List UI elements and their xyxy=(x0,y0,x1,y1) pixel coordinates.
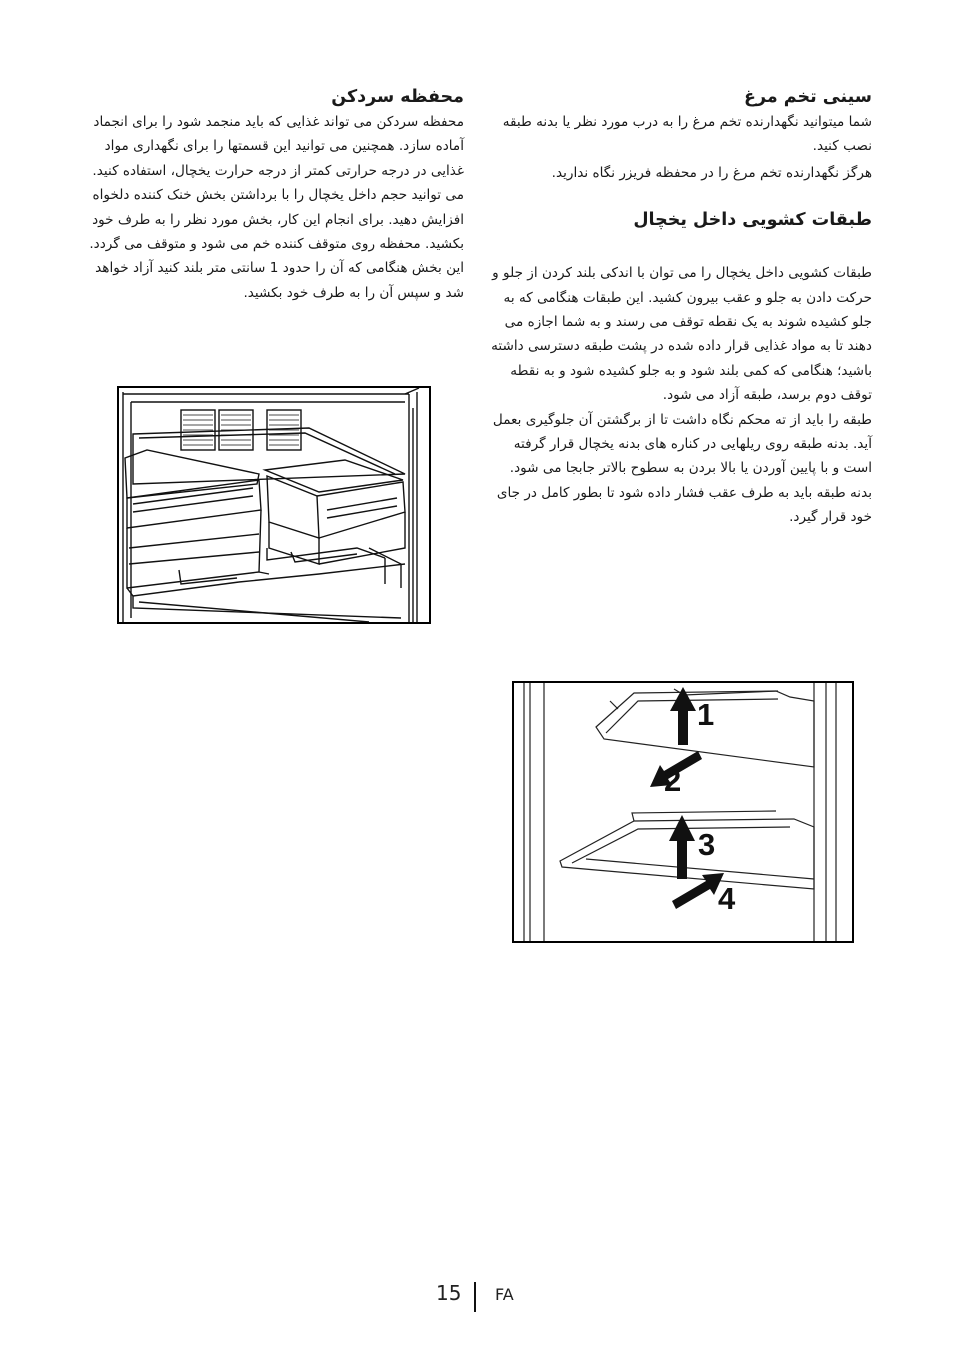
footer-divider xyxy=(474,1282,476,1312)
step-2-label: 2 xyxy=(664,763,682,798)
egg-tray-paragraph-1: شما میتوانید نگهدارنده تخم مرغ را به درب مورد نظر یا بدنه طبقه نصب کنید. xyxy=(502,114,872,155)
egg-tray-heading: سینی تخم مرغ xyxy=(744,87,872,107)
language-code: FA xyxy=(495,1285,514,1304)
sliding-shelf-steps-illustration xyxy=(512,681,854,943)
left-column xyxy=(82,84,464,305)
egg-tray-paragraph-2: هرگز نگهدارنده تخم مرغ را در محفظه فریزر نگاه ندارید. xyxy=(551,164,872,181)
page-number: 15 xyxy=(436,1281,462,1305)
step-3-label: 3 xyxy=(698,827,716,862)
step-1-label: 1 xyxy=(697,697,715,732)
step-4-label: 4 xyxy=(718,881,736,916)
chiller-paragraph-1: محفظه سردکن می تواند غذایی که باید منجمد شود را برای انجماد آماده سازد. همچنین می توانید این قسمتها را برای نگهداری مواد غذایی در درجه حرارتی کمتر از درجه حرارت یخچال، استفاده کنید. xyxy=(92,114,464,179)
chiller-drawer-illustration xyxy=(117,386,431,624)
chiller-paragraph-2: می توانید حجم داخل یخچال را با برداشتن بخش خنک کننده دلخواه افزایش دهید. برای انجام این کار، بخش مورد نظر را به طرف خود بکشید. محفظه روی متوقف کننده خم می شود و متوقف می گردد. این بخش هنگامی که آن را حدود 1 سانتی متر بلند کنید آزاد خواهد شد و سپس آن را به طرف خود بکشید. xyxy=(89,187,464,301)
sliding-shelves-heading: طبقات کشویی داخل یخچال xyxy=(633,210,872,231)
chiller-compartment-heading: محفظه سردکن xyxy=(331,87,464,107)
right-column xyxy=(490,84,872,530)
sliding-shelves-paragraph-1: طبقات کشویی داخل یخچال را می توان با اندکی بلند کردن از جلو و حرکت دادن به جلو و عقب بیرون کشید. این طبقات هنگامی که به جلو کشیده شوند به یک نقطه توقف می رسند و به شما اجازه می دهند تا به مواد غذایی قرار داده شده در پشت طبقه دسترسی داشته باشید؛ هنگامی که کمی بلند شود و به جلو کشیده شود و به نقطه توقف دوم برسد، طبقه آزاد می شود. xyxy=(491,265,872,404)
sliding-shelves-paragraph-2: طبقه را باید از ته محکم نگاه داشت تا از برگشتن آن جلوگیری بعمل آید. بدنه طبقه روی ریلهایی در کناره های بدنه یخچال قرار گرفته است و با پایین آوردن یا بالا بردن به سطوح بالاتر جابجا می شود. xyxy=(492,411,872,477)
sliding-shelves-paragraph-3: بدنه طبقه باید به طرف عقب فشار داده شود تا بطور کامل در جای خود قرار گیرد. xyxy=(496,484,872,526)
